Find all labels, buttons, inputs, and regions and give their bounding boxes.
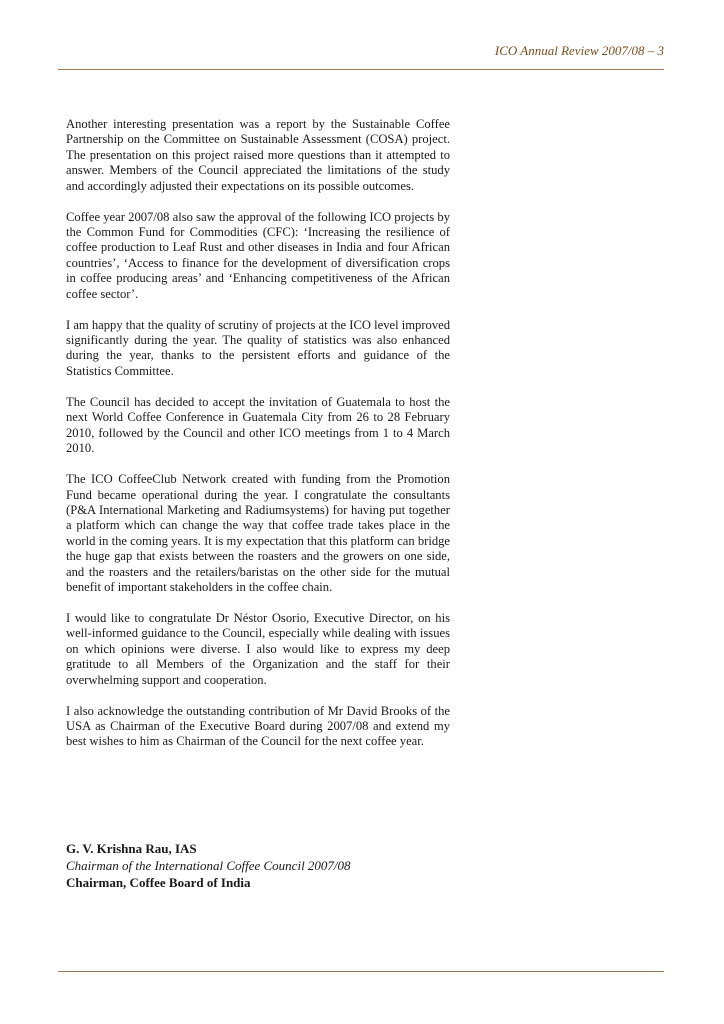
paragraph-executive-director: I would like to congratulate Dr Néstor Osorio, Executive Director, on his well-informed guidance to the Council, especially while dealing with issues on which opinions were diverse. I also would like to express my deep gratitude to all Members of the Organization and the staff for their overwhelming support and cooperation. — [66, 610, 450, 687]
paragraph-cfc-projects: Coffee year 2007/08 also saw the approval of the following ICO projects by the Common Fund for Commodities (CFC): ‘Increasing the resilience of coffee production to Leaf Rust and other diseases in India and four African countries’, ‘Access to finance for the development of diversification crops in coffee producing areas’ and ‘Enhancing competitiveness of the African coffee sector’. — [66, 209, 450, 301]
paragraph-coffeeclub-network: The ICO CoffeeClub Network created with funding from the Promotion Fund became operational during the year. I congratulate the consultants (P&A International Marketing and Radiumsystems) for having put together a platform which can change the way that coffee trade takes place in the world in the coming years. It is my expectation that this platform can bridge the huge gap that exists between the roasters and the growers on one side, and the roasters and the retailers/baristas on the other side for the mutual benefit of important stakeholders in the coffee chain. — [66, 472, 450, 594]
paragraph-cosa: Another interesting presentation was a report by the Sustainable Coffee Partnership on the Committee on Sustainable Assessment (COSA) project. The presentation on this project raised more questions than it attempted to answer. Members of the Council appreciated the limitations of the study and accordingly adjusted their expectations on its possible outcomes. — [66, 117, 450, 193]
paragraph-world-coffee-conference: The Council has decided to accept the invitation of Guatemala to host the next World Coffee Conference in Guatemala City from 26 to 28 February 2010, followed by the Council and other ICO meetings from 1 to 4 March 2010. — [66, 394, 450, 456]
signatory-name: G. V. Krishna Rau, IAS — [66, 841, 197, 856]
paragraph-acknowledgement: I also acknowledge the outstanding contribution of Mr David Brooks of the USA as Chairman of the Executive Board during 2007/08 and extend my best wishes to him as Chairman of the Council for the next coffee year. — [66, 703, 450, 749]
paragraph-scrutiny: I am happy that the quality of scrutiny of projects at the ICO level improved significantly during the year. The quality of statistics was also enhanced during the year, thanks to the persistent efforts and guidance of the Statistics Committee. — [66, 317, 451, 378]
signatory-role: Chairman of the International Coffee Council 2007/08 — [66, 858, 351, 873]
running-header: ICO Annual Review 2007/08 – 3 — [494, 43, 664, 58]
footer-rule — [58, 971, 664, 972]
signatory-organization: Chairman, Coffee Board of India — [66, 875, 251, 890]
body-text — [66, 117, 450, 765]
header-rule — [58, 69, 664, 70]
signature-block — [66, 840, 486, 891]
